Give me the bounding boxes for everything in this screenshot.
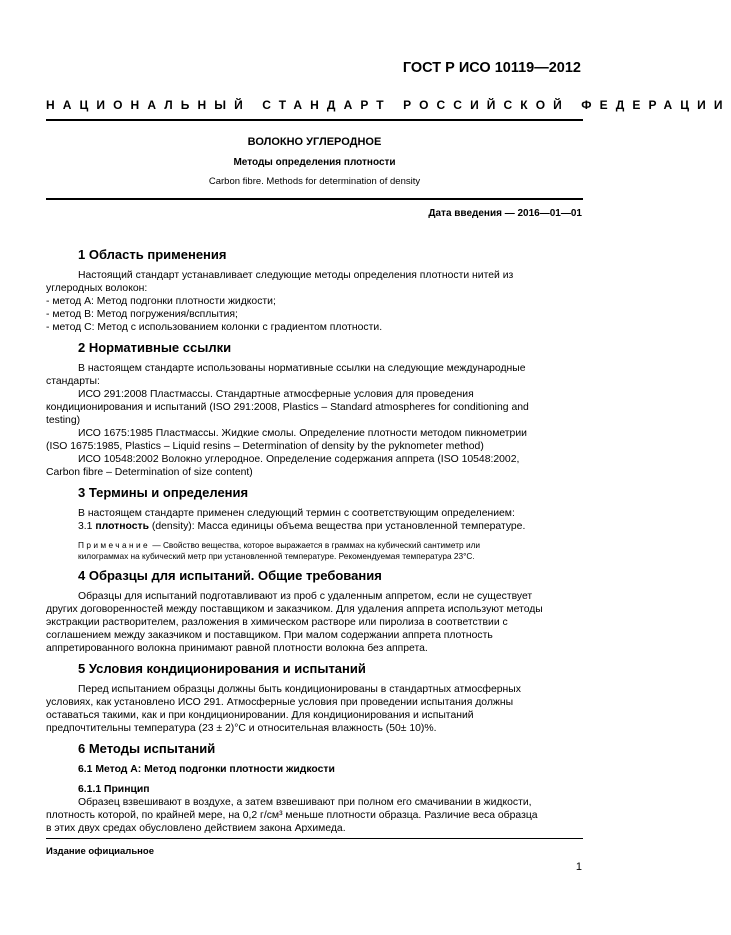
- subsection-heading: 6.1 Метод А: Метод подгонки плотности жидкости: [78, 764, 335, 775]
- paragraph: В настоящем стандарте использованы нормативные ссылки на следующие международные: [78, 363, 526, 374]
- term-number: 3.1: [78, 521, 93, 532]
- term-definition: [78, 520, 584, 533]
- section-heading: 1 Область применения: [78, 247, 227, 262]
- introduction-date: Дата введения — 2016—01—01: [428, 208, 582, 219]
- paragraph: аппретированного волокна принимают равной плотности волокна без аппрета.: [46, 643, 428, 654]
- reference: ИСО 1675:1985 Пластмассы. Жидкие смолы. Определение плотности методом пикнометрии: [78, 428, 527, 439]
- paragraph: Образец взвешивают в воздухе, а затем взвешивают при полном его смачивании в жидкости,: [78, 797, 532, 808]
- paragraph: стандарты:: [46, 376, 100, 387]
- paragraph: Образцы для испытаний подготавливают из проб с удаленным аппретом, если не существует: [78, 591, 533, 602]
- paragraph: в этих двух средах обусловлено действием закона Архимеда.: [46, 823, 346, 834]
- section-heading: 6 Методы испытаний: [78, 741, 216, 756]
- standard-subtitle: Методы определения плотности: [233, 157, 396, 168]
- section-2: [46, 340, 584, 479]
- edition-label: Издание официальное: [46, 846, 154, 857]
- paragraph: углеродных волокон:: [46, 283, 148, 294]
- reference: testing): [46, 415, 81, 426]
- note-text: — Свойство вещества, которое выражается в граммах на кубический сантиметр или: [150, 540, 481, 550]
- paragraph: В настоящем стандарте применен следующий термин с соответствующим определением:: [78, 508, 515, 519]
- reference: ИСО 10548:2002 Волокно углеродное. Определение содержания аппрета (ISO 10548:2002,: [78, 454, 520, 465]
- reference: кондиционирования и испытаний (ISO 291:2008, Plastics – Standard atmospheres for conditioning and: [46, 402, 529, 413]
- footer-rule: [46, 838, 583, 839]
- title-rule: [46, 198, 583, 200]
- page-number: 1: [575, 861, 582, 873]
- section-3: [78, 485, 584, 562]
- paragraph: условиях, как установлено ИСО 291. Атмосферные условия при проведении испытания должны: [46, 697, 514, 708]
- list-item: - метод А: Метод подгонки плотности жидкости;: [46, 296, 276, 307]
- section-heading: 4 Образцы для испытаний. Общие требования: [78, 568, 382, 583]
- standard-english-title: Carbon fibre. Methods for determination of density: [208, 176, 421, 187]
- section-5: [46, 661, 584, 735]
- section-1: [46, 247, 584, 334]
- section-4: [46, 568, 584, 655]
- term: плотность: [95, 521, 150, 532]
- national-standard-heading: НАЦИОНАЛЬНЫЙ СТАНДАРТ РОССИЙСКОЙ ФЕДЕРАЦИИ: [46, 98, 731, 112]
- paragraph: предпочтительны температура (23 ± 2)°С и относительная влажность (50± 10)%.: [46, 723, 437, 734]
- subsection-heading: 6.1.1 Принцип: [78, 784, 150, 795]
- reference: Carbon fibre – Determination of size content): [46, 467, 253, 478]
- paragraph: других договоренностей между поставщиком и заказчиком. Для удаления аппрета используют методы: [46, 604, 543, 615]
- standard-title: ВОЛОКНО УГЛЕРОДНОЕ: [247, 136, 382, 148]
- list-item: - метод С: Метод с использованием колонки с градиентом плотности.: [46, 322, 383, 333]
- section-heading: 5 Условия кондиционирования и испытаний: [78, 661, 366, 676]
- reference: ИСО 291:2008 Пластмассы. Стандартные атмосферные условия для проведения: [78, 389, 474, 400]
- note-label: Примечание: [78, 540, 151, 550]
- note: [78, 540, 584, 551]
- paragraph: соглашением между заказчиком и поставщиком. При малом содержании аппрета плотность: [46, 630, 493, 641]
- reference: (ISO 1675:1985, Plastics – Liquid resins – Determination of density by the pyknometer method): [46, 441, 484, 452]
- list-item: - метод В: Метод погружения/всплытия;: [46, 309, 238, 320]
- paragraph: экстракции растворителем, разложения в химическом растворе или пиролиза в соответствии с: [46, 617, 508, 628]
- paragraph: Настоящий стандарт устанавливает следующие методы определения плотности нитей из: [78, 270, 514, 281]
- section-6: [46, 741, 584, 835]
- top-rule: [46, 119, 583, 121]
- section-heading: 3 Термины и определения: [78, 485, 249, 500]
- paragraph: плотность которой, по крайней мере, на 0,2 г/см³ меньше плотности образца. Различие веса образца: [46, 810, 538, 821]
- term-text: (density): Масса единицы объема вещества при установленной температуре.: [149, 521, 526, 532]
- paragraph: Перед испытанием образцы должны быть кондиционированы в стандартных атмосферных: [78, 684, 521, 695]
- section-heading: 2 Нормативные ссылки: [78, 340, 232, 355]
- document-body: [46, 247, 584, 841]
- note-text: килограммах на кубический метр при установленной температуре. Рекомендуемая температура 23°С.: [78, 551, 475, 561]
- paragraph: оставаться такими, как и при кондиционировании. Для кондиционирования и испытаний: [46, 710, 474, 721]
- document-number: ГОСТ Р ИСО 10119—2012: [402, 60, 581, 76]
